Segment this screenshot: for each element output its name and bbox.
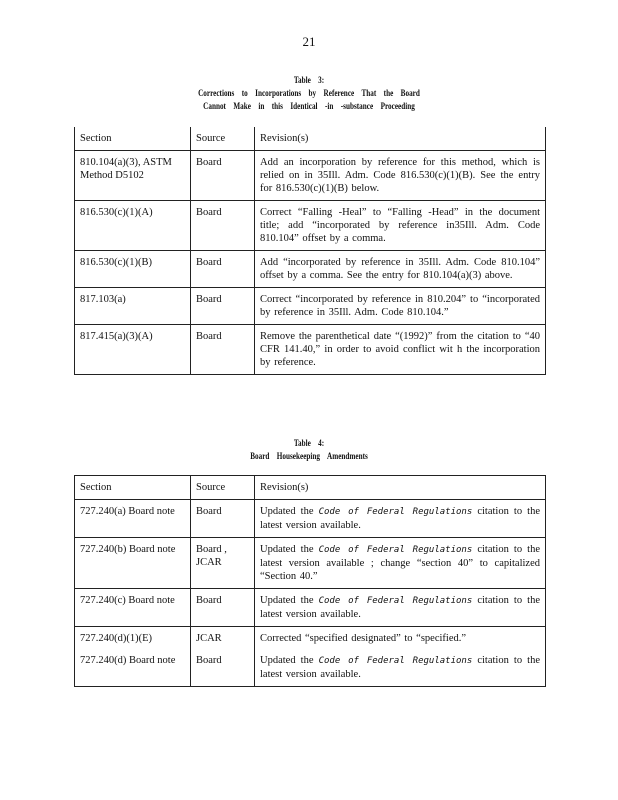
revision-text: citation to the latest version available. [260,595,540,620]
revision-text: citation to the latest version available ; change “section 40” to capitalized “Section 40.” [260,544,540,582]
table-4-caption [62,437,556,463]
cfr-title: Code of Federal Regulations [318,545,473,555]
revision-cell: Corrected “specified designated” to “specified.” [255,627,546,651]
table-row [75,201,546,251]
revision-text: citation to the latest version available. [260,506,540,531]
column-header-section: Section [75,127,191,151]
revision-cell: Add “incorporated by reference in 35Ill. Adm. Code 810.104” offset by a comma. See the entry for 810.104(a)(3) above. [255,251,546,288]
table-row [75,151,546,201]
column-header-section: Section [75,476,191,500]
table-row [75,325,546,375]
table-row [75,251,546,288]
table-row [75,589,546,627]
source-cell: Board [191,650,255,687]
page-number: 21 [302,34,316,49]
revision-cell: Remove the parenthetical date “(1992)” from the citation to “40 CFR 141.40,” in order to avoid conflict wit h the incorporation by reference. [255,325,546,375]
table-3 [74,127,546,375]
table-row [75,538,546,589]
revision-cell [255,500,546,538]
column-header-source: Source [191,476,255,500]
section-cell: 817.415(a)(3)(A) [75,325,191,375]
section-cell: 810.104(a)(3), ASTM Method D5102 [75,151,191,201]
revision-text: citation to the latest version available. [260,655,540,680]
source-cell: Board [191,251,255,288]
table-3-caption-title: Table 3: [293,75,325,85]
revision-cell [255,538,546,589]
source-cell: Board [191,500,255,538]
column-header-source: Source [191,127,255,151]
table-row [75,627,546,651]
section-cell: 727.240(a) Board note [75,500,191,538]
table-3-caption-line: Corrections to Incorporations by Reference That the Board [198,88,420,98]
cfr-title: Code of Federal Regulations [318,656,473,666]
revision-cell: Correct “Falling -Heal” to “Falling -Head” in the document title; add “incorporated by reference in35Ill. Adm. Code 810.104” offset by a comma. [255,201,546,251]
table-3-caption [62,74,556,113]
revision-cell [255,589,546,627]
section-cell: 816.530(c)(1)(A) [75,201,191,251]
source-cell: Board [191,151,255,201]
source-cell: Board [191,325,255,375]
section-cell: 727.240(d)(1)(E) [75,627,191,651]
source-cell: JCAR [191,627,255,651]
table-header-row [75,476,546,500]
cfr-title: Code of Federal Regulations [318,596,473,606]
section-cell: 727.240(b) Board note [75,538,191,589]
table-row [75,500,546,538]
table-row [75,288,546,325]
revision-cell [255,650,546,687]
section-cell: 727.240(d) Board note [75,650,191,687]
table-4-caption-line: Board Housekeeping Amendments [250,451,368,461]
source-cell: Board [191,589,255,627]
table-row [75,650,546,687]
table-4-caption-title: Table 4: [293,438,325,448]
section-cell: 817.103(a) [75,288,191,325]
revision-text: Updated the [260,595,314,606]
revision-text: Updated the [260,655,314,666]
table-4 [74,475,546,687]
table-3-caption-line: Cannot Make in this Identical -in -substance Proceeding [203,101,415,111]
source-cell: Board [191,288,255,325]
column-header-revisions: Revision(s) [255,476,546,500]
revision-text: Updated the [260,544,314,555]
revision-text: Updated the [260,506,314,517]
column-header-revisions: Revision(s) [255,127,546,151]
table-header-row [75,127,546,151]
revision-cell: Add an incorporation by reference for this method, which is relied on in 35Ill. Adm. Code 816.530(c)(1)(B). See the entry for 816.530(c)(1)(B) below. [255,151,546,201]
cfr-title: Code of Federal Regulations [318,507,473,517]
section-cell: 727.240(c) Board note [75,589,191,627]
source-cell: Board [191,201,255,251]
revision-cell: Correct “incorporated by reference in 810.204” to “incorporated by reference in 35Ill. Adm. Code 810.104.” [255,288,546,325]
section-cell: 816.530(c)(1)(B) [75,251,191,288]
source-cell: Board , JCAR [191,538,255,589]
